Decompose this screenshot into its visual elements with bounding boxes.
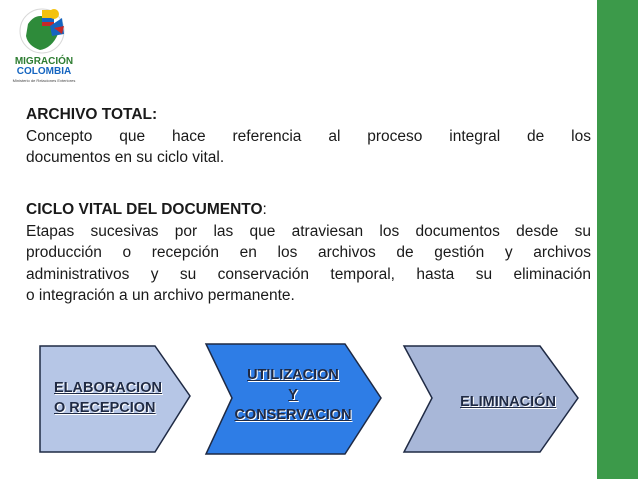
ciclo-vital-line: administrativos y su conservación temporal, hasta su eliminación <box>26 265 591 283</box>
archivo-total-line: Concepto que hace referencia al proceso integral de los <box>26 127 591 145</box>
ciclo-vital-block <box>26 199 591 307</box>
ciclo-vital-line: producción o recepción en los archivos de gestión y archivos <box>26 244 591 261</box>
archivo-total-line: documentos en su ciclo vital. <box>26 149 225 166</box>
logo-subtitle: COLOMBIA <box>16 66 72 77</box>
ciclo-vital-heading-suffix: : <box>262 201 267 218</box>
step-label-line: UTILIZACION <box>247 367 339 383</box>
ciclo-vital-line: Etapas sucesivas por las que atraviesan los documentos desde su <box>26 222 591 240</box>
logo-title: MIGRACIÓN <box>14 56 74 67</box>
ciclo-vital-heading: CICLO VITAL DEL DOCUMENTO <box>26 201 263 218</box>
archivo-total-heading: ARCHIVO TOTAL: <box>26 106 158 123</box>
step-label-line: CONSERVACION <box>234 407 352 423</box>
step-label-line: Y <box>288 387 298 403</box>
step-label-utilizacion <box>218 365 368 425</box>
ciclo-vital-line: o integración a un archivo permanente. <box>26 287 295 304</box>
step-label-line: O RECEPCION <box>54 400 156 416</box>
logo-ministry: Ministerio de Relaciones Exteriores <box>12 78 76 83</box>
ciclo-vital-heading-line <box>26 199 591 221</box>
accent-bar <box>597 0 638 479</box>
step-label-line: ELABORACION <box>54 380 162 396</box>
step-label-eliminacion <box>438 392 578 412</box>
step-label-line: ELIMINACIÓN <box>460 394 556 410</box>
archivo-total-block <box>26 104 591 169</box>
step-label-elaboracion <box>54 378 194 418</box>
